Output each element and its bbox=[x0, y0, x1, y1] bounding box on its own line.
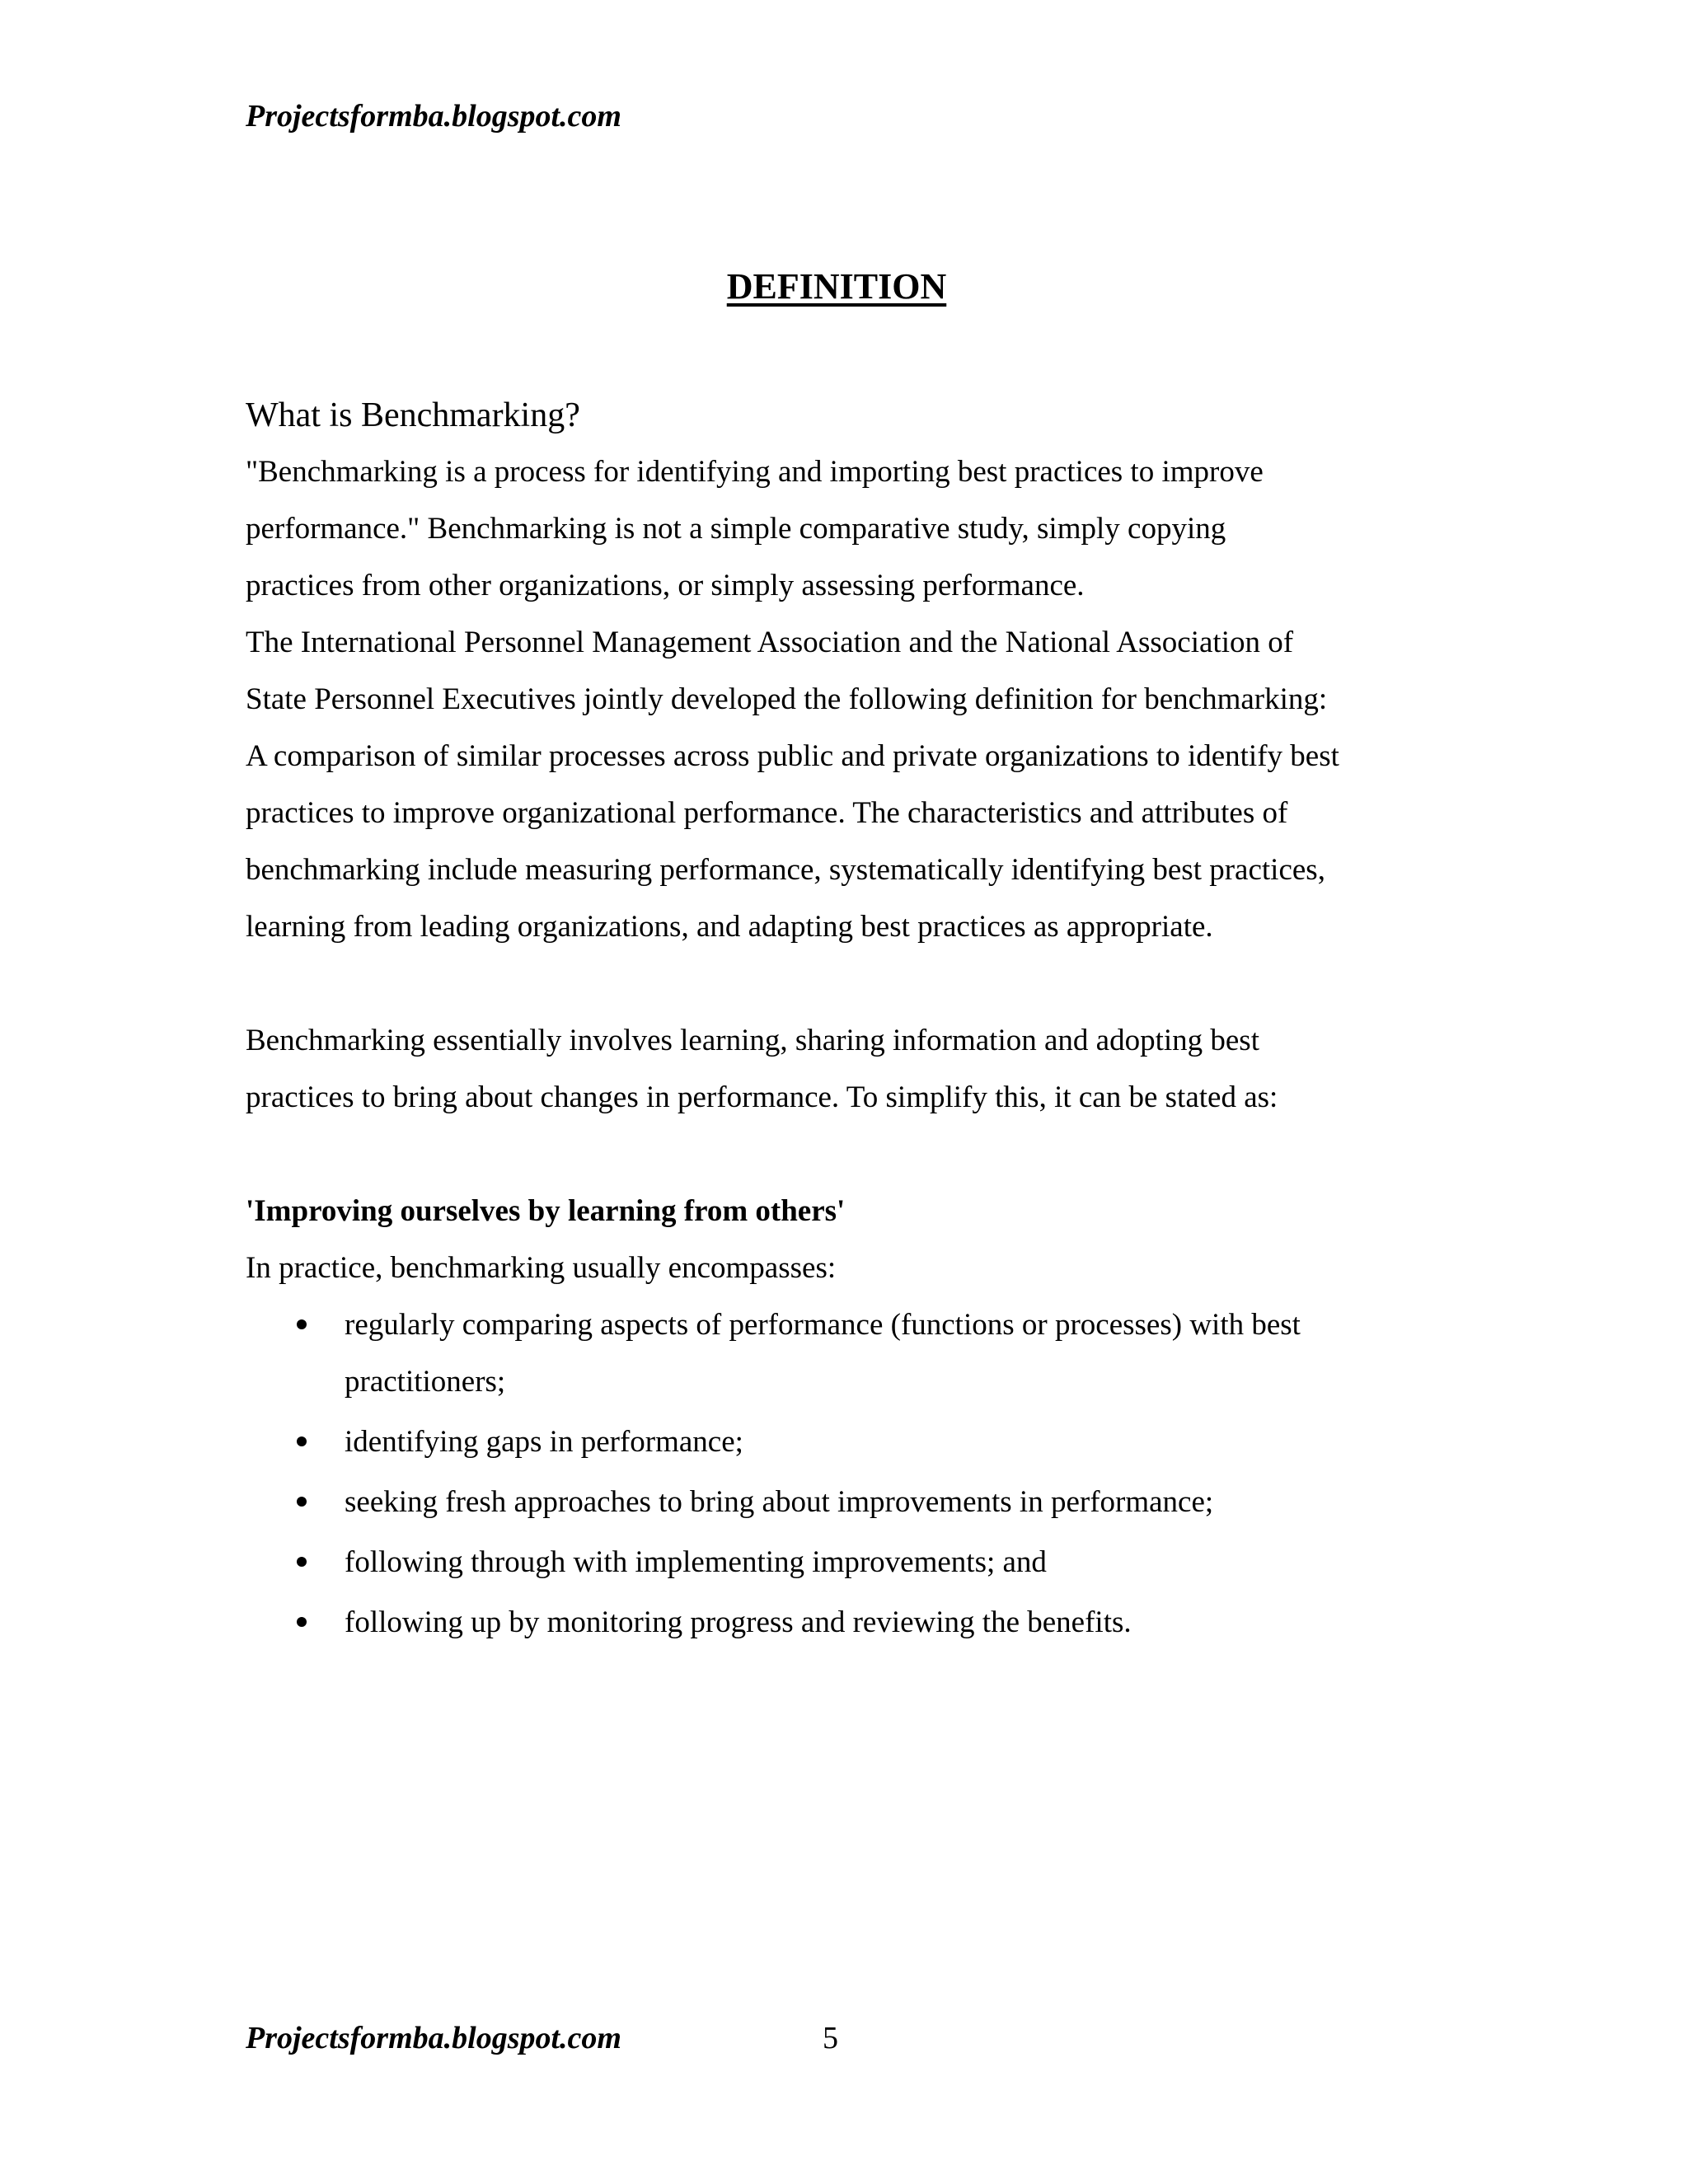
paragraph-gap bbox=[246, 955, 1449, 1012]
list-item bbox=[246, 1474, 1449, 1530]
list-item-text: seeking fresh approaches to bring about improvements in performance; bbox=[345, 1485, 1214, 1519]
list-item bbox=[246, 1296, 1449, 1410]
paragraph-line: practices from other organizations, or simply assessing performance. bbox=[246, 569, 1085, 602]
page-title: DEFINITION bbox=[726, 266, 947, 307]
paragraph-line: Benchmarking essentially involves learning, sharing information and adopting best bbox=[246, 1024, 1259, 1057]
paragraph-line: learning from leading organizations, and adapting best practices as appropriate. bbox=[246, 910, 1213, 944]
paragraph-line: The International Personnel Management Association and the National Association of bbox=[246, 626, 1294, 659]
list-item-text: identifying gaps in performance; bbox=[345, 1425, 743, 1459]
paragraph-line: practices to improve organizational performance. The characteristics and attributes of bbox=[246, 796, 1288, 830]
paragraph-gap bbox=[246, 1126, 1449, 1183]
list-item-text: regularly comparing aspects of performance (functions or processes) with best bbox=[345, 1308, 1301, 1342]
paragraph-line: benchmarking include measuring performance, systematically identifying best practices, bbox=[246, 853, 1325, 887]
paragraph-line: "Benchmarking is a process for identifying and importing best practices to improve bbox=[246, 455, 1264, 489]
header-site-name: Projectsformba.blogspot.com bbox=[246, 99, 621, 134]
page-number: 5 bbox=[823, 2021, 838, 2055]
list-intro: In practice, benchmarking usually encompasses: bbox=[246, 1251, 837, 1285]
bullet-icon bbox=[297, 1436, 307, 1446]
bullet-list bbox=[246, 1296, 1449, 1651]
list-item bbox=[246, 1534, 1449, 1591]
list-item bbox=[246, 1413, 1449, 1470]
quote-heading: 'Improving ourselves by learning from others' bbox=[246, 1194, 846, 1228]
list-item-text: practitioners; bbox=[345, 1365, 506, 1399]
section-heading: What is Benchmarking? bbox=[246, 396, 580, 434]
paragraph-line: State Personnel Executives jointly developed the following definition for benchmarking: bbox=[246, 682, 1328, 716]
definition-paragraph bbox=[246, 443, 1449, 955]
bullet-icon bbox=[297, 1497, 307, 1507]
main-content bbox=[246, 391, 1449, 1651]
list-item bbox=[246, 1594, 1449, 1651]
bullet-icon bbox=[297, 1319, 307, 1329]
paragraph-line: practices to bring about changes in performance. To simplify this, it can be stated as: bbox=[246, 1080, 1278, 1114]
paragraph-line: A comparison of similar processes across public and private organizations to identify best bbox=[246, 739, 1339, 773]
footer-site-name: Projectsformba.blogspot.com bbox=[246, 2021, 621, 2055]
bullet-icon bbox=[297, 1617, 307, 1627]
summary-paragraph bbox=[246, 1012, 1449, 1126]
list-item-text: following up by monitoring progress and reviewing the benefits. bbox=[345, 1605, 1132, 1639]
bullet-icon bbox=[297, 1557, 307, 1567]
paragraph-line: performance." Benchmarking is not a simple comparative study, simply copying bbox=[246, 512, 1226, 546]
list-item-text: following through with implementing improvements; and bbox=[345, 1545, 1047, 1579]
